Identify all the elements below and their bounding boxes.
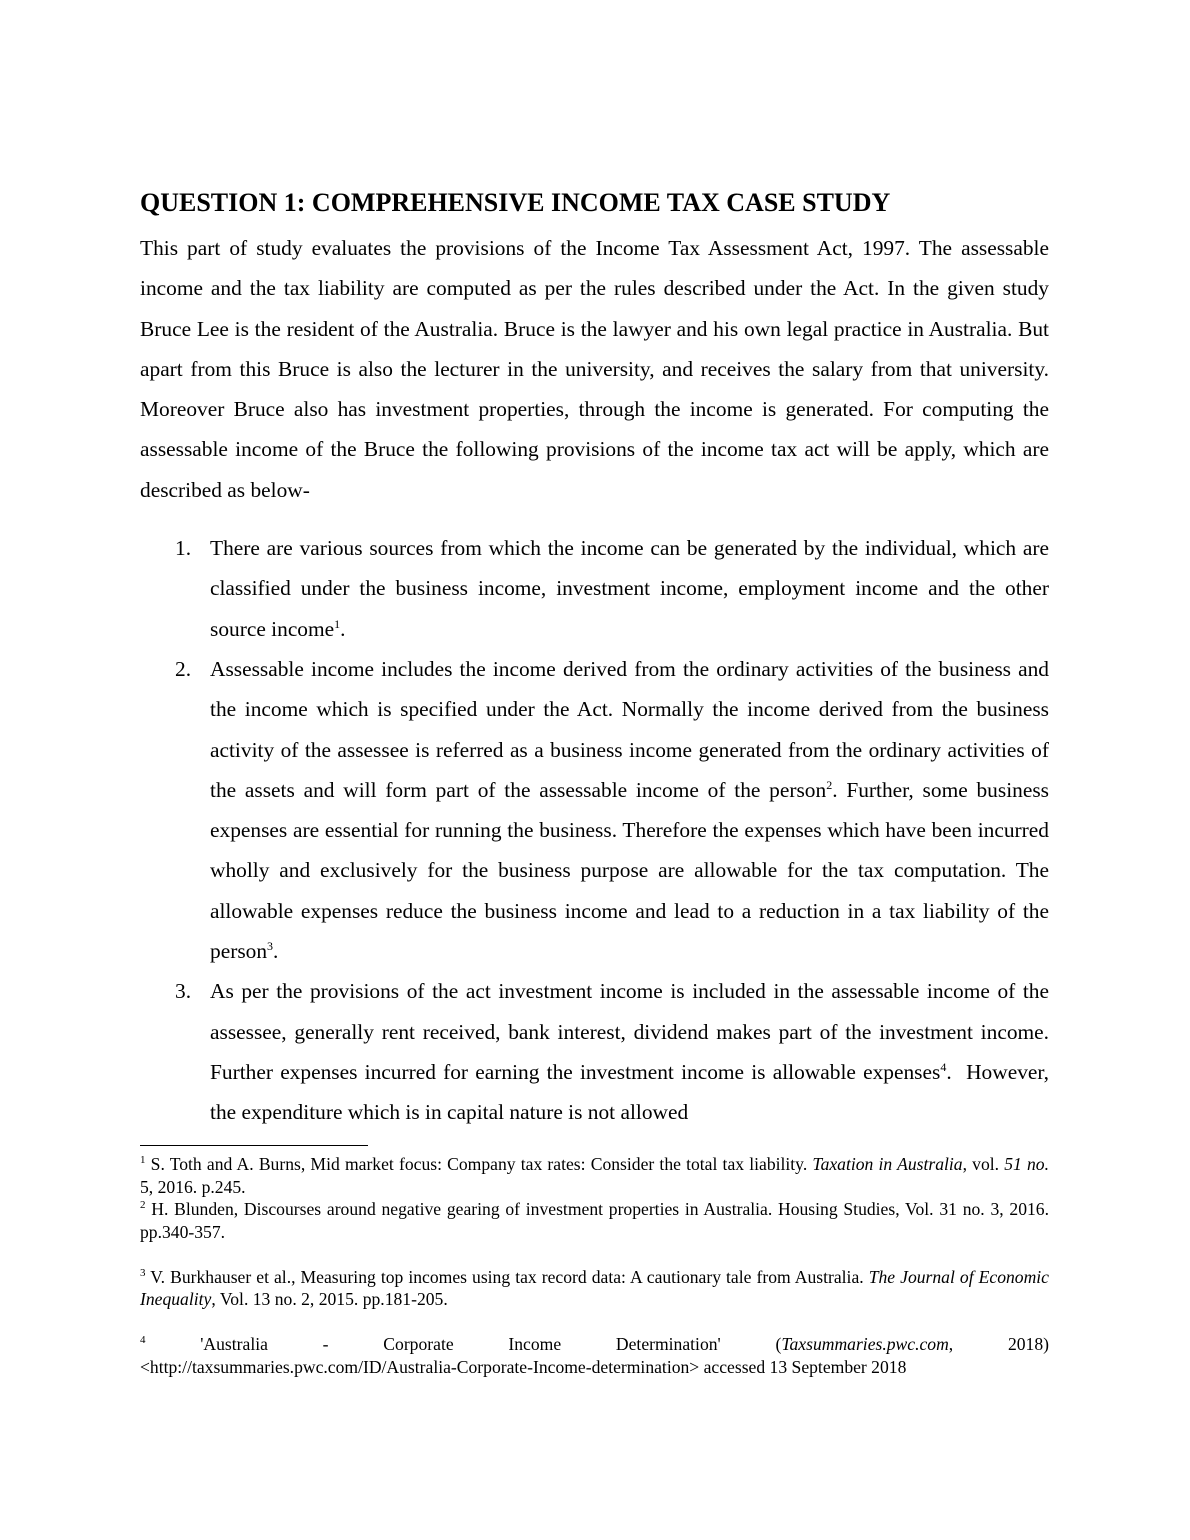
footnote-italic: 51 no. <box>1004 1154 1050 1174</box>
footnote-text: 5, 2016. p.245. <box>140 1176 246 1197</box>
footnote-number: 2 <box>140 1199 146 1212</box>
footnotes <box>140 1153 1049 1378</box>
footnote-italic: The Journal of Economic Inequality <box>140 1266 1049 1309</box>
list-text: . <box>340 616 346 641</box>
footnote-text: , 2018) <box>948 1334 1049 1354</box>
footnote-link[interactable]: <http://taxsummaries.pwc.com/ID/Australia-Corporate-Income-determination> accessed 13 September 2018 <box>140 1356 907 1377</box>
footnote-ref[interactable]: 3 <box>267 938 274 953</box>
footnote-1 <box>140 1153 1049 1198</box>
footnote-text: , vol. <box>962 1154 1005 1174</box>
list-text: Assessable income includes the income derived from the ordinary activities of the business and the income which is specified under the Act. Normally the income derived from the business activity of the assessee is referred as a business income generated from the ordinary activities of the assets and will form part of the assessable income of the person <box>210 656 1049 802</box>
footnote-number: 1 <box>140 1154 146 1167</box>
footnote-number: 4 <box>140 1334 146 1347</box>
list-number: 3. <box>175 979 192 1004</box>
list-text: As per the provisions of the act investment income is included in the assessable income of the assessee, generally rent received, bank interest, dividend makes part of the investment income. Further expenses incurred for earning the investment income is allowable expenses <box>210 979 1049 1084</box>
footnote-text: V. Burkhauser et al., Measuring top incomes using tax record data: A cautionary tale from Australia. <box>145 1266 869 1287</box>
footnote-ref[interactable]: 2 <box>826 777 833 792</box>
footnote-number: 3 <box>140 1266 146 1279</box>
page-title: QUESTION 1: COMPREHENSIVE INCOME TAX CASE STUDY <box>140 188 891 217</box>
list-item <box>140 649 1049 971</box>
footnote-4-url <box>140 1356 1049 1379</box>
list-text: . However, the expenditure which is in capital nature is not allowed <box>210 1059 1055 1125</box>
footnote-ref[interactable]: 1 <box>334 616 341 631</box>
list-item <box>140 528 1049 649</box>
footnote-text: , Vol. 13 no. 2, 2015. pp.181-205. <box>211 1289 448 1309</box>
footnote-italic: Taxation in Australia <box>812 1154 963 1174</box>
list-number: 1. <box>175 536 192 561</box>
footnote-2 <box>140 1198 1049 1243</box>
document-page <box>140 186 1055 1133</box>
list-number: 2. <box>175 656 192 681</box>
footnote-text: S. Toth and A. Burns, Mid market focus: Company tax rates: Consider the total tax liability. <box>145 1154 813 1174</box>
list-text: . Further, some business expenses are essential for running the business. Therefore the expenses which have been incurred wholly and exclusively for the business purpose are allowable for the tax computation. The allowable expenses reduce the business income and lead to a reduction in a tax liability of the person <box>210 777 1049 964</box>
footnote-text: H. Blunden, Discourses around negative gearing of investment properties in Australia. Housing Studies, Vol. 31 no. 3, 2016. pp.340-357. <box>140 1199 1049 1242</box>
footnote-3 <box>140 1266 1049 1311</box>
footnote-text: 'Australia - Corporate Income Determination' ( <box>145 1334 782 1354</box>
footnote-ref[interactable]: 4 <box>940 1059 947 1074</box>
list-item <box>140 971 1055 1132</box>
provisions-list <box>140 528 1055 1132</box>
list-text: . <box>273 939 279 964</box>
footnote-italic: Taxsummaries.pwc.com <box>781 1334 949 1354</box>
footnote-4 <box>140 1333 1049 1356</box>
list-text: There are various sources from which the income can be generated by the individual, which are classified under the business income, investment income, employment income and the other source income <box>210 536 1049 641</box>
intro-paragraph: This part of study evaluates the provisions of the Income Tax Assessment Act, 1997. The assessable income and the tax liability are computed as per the rules described under the Act. In the given study Bruce Lee is the resident of the Australia. Bruce is the lawyer and his own legal practice in Australia. But apart from this Bruce is also the lecturer in the university, and receives the salary from that university. Moreover Bruce also has investment properties, through the income is generated. For computing the assessable income of the Bruce the following provisions of the income tax act will be apply, which are described as below- <box>140 236 1049 502</box>
footnote-separator <box>140 1145 368 1146</box>
